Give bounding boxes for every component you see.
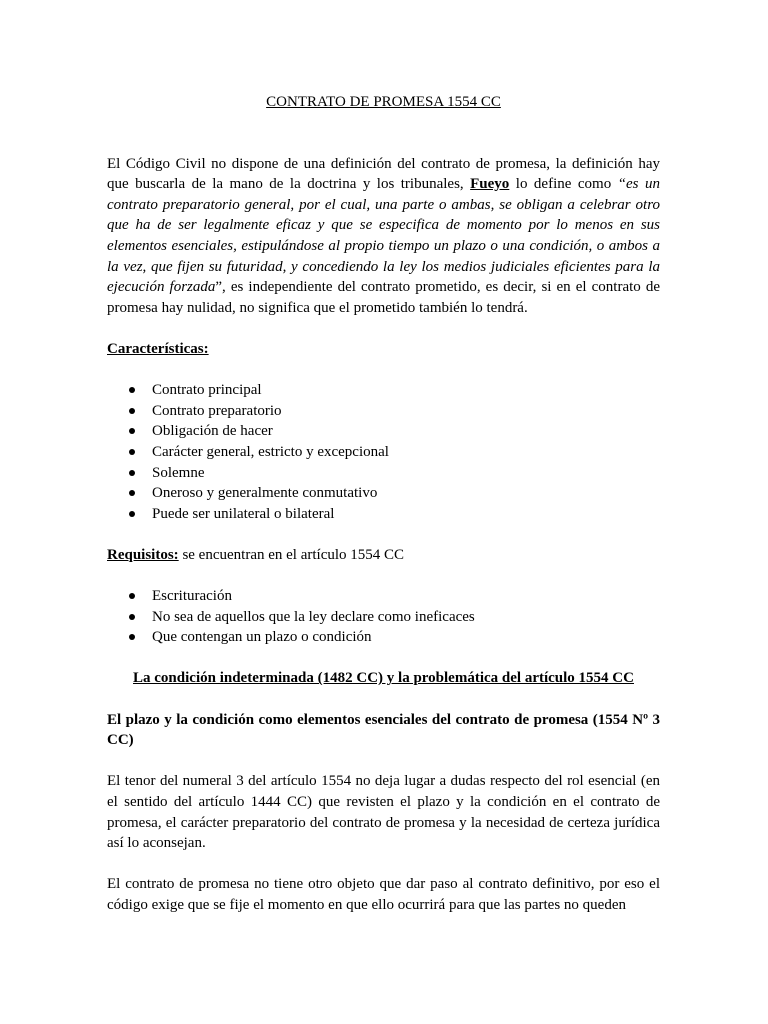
- list-item-text: Escrituración: [152, 588, 232, 605]
- list-item: [107, 627, 660, 648]
- spacer: [107, 360, 660, 381]
- list-item: [107, 401, 660, 422]
- subsection-heading: El plazo y la condición como elementos esenciales del contrato de promesa (1554 Nº 3 CC): [107, 711, 660, 749]
- spacer: [107, 854, 660, 875]
- definition-quote: “es un contrato preparatorio general, por el cual, una parte o ambas, se obligan a celebrar otro que ha de ser legalmente eficaz y que se especifica de momento por lo menos en sus elementos esenciales, estipulándose al propio tiempo un plazo o una condición, o ambos a la vez, que fijen su futuridad, y concediendo la ley los medios judiciales eficientes para la ejecución forzada: [107, 176, 660, 296]
- spacer: [107, 318, 660, 339]
- list-item-text: Solemne: [152, 464, 205, 481]
- intro-text-3: ”, es independiente del contrato prometido, es decir, si en el contrato de promesa hay nulidad, no significa que el prometido también lo tendrá.: [107, 279, 660, 316]
- bullet-icon: [129, 634, 135, 640]
- requirements-text: se encuentran en el artículo 1554 CC: [178, 546, 405, 563]
- section-heading: La condición indeterminada (1482 CC) y la problemática del artículo 1554 CC: [133, 670, 634, 687]
- bullet-icon: [129, 490, 135, 496]
- list-item: [107, 442, 660, 463]
- characteristics-list: [107, 380, 660, 524]
- list-item-text: Que contengan un plazo o condición: [152, 629, 372, 646]
- list-item: [107, 483, 660, 504]
- list-item: [107, 463, 660, 484]
- body-paragraph-1: El tenor del numeral 3 del artículo 1554 no deja lugar a dudas respecto del rol esencial (en el sentido del artículo 1444 CC) que revisten el plazo y la condición en el contrato de promesa, el carácter preparatorio del contrato de promesa y la necesidad de certeza jurídica así lo aconsejan.: [107, 773, 660, 852]
- requirements-list: [107, 586, 660, 648]
- requirements-paragraph: [107, 545, 660, 566]
- bullet-icon: [129, 593, 135, 599]
- spacer: [107, 751, 660, 772]
- list-item: [107, 380, 660, 401]
- list-item: [107, 586, 660, 607]
- intro-text-1: El Código Civil no dispone de una definición del contrato de promesa, la definición hay que buscarla de la mano de la doctrina y los tribunales,: [107, 155, 660, 193]
- list-item-text: No sea de aquellos que la ley declare como ineficaces: [152, 608, 475, 625]
- bullet-icon: [129, 387, 135, 393]
- bullet-icon: [129, 428, 135, 434]
- bullet-icon: [129, 614, 135, 620]
- spacer: [107, 524, 660, 545]
- spacer: [107, 113, 660, 154]
- author-name: Fueyo: [470, 176, 510, 193]
- list-item-text: Oneroso y generalmente conmutativo: [152, 485, 378, 502]
- spacer: [107, 689, 660, 710]
- list-item: [107, 607, 660, 628]
- list-item: [107, 421, 660, 442]
- intro-paragraph: [107, 154, 660, 319]
- list-item-text: Contrato preparatorio: [152, 402, 282, 419]
- document-title: CONTRATO DE PROMESA 1554 CC: [266, 94, 501, 110]
- document-page: [107, 92, 660, 916]
- list-item-text: Puede ser unilateral o bilateral: [152, 505, 335, 522]
- spacer: [107, 648, 660, 669]
- characteristics-heading: Características:: [107, 340, 209, 357]
- bullet-icon: [129, 511, 135, 517]
- body-paragraph-2: El contrato de promesa no tiene otro objeto que dar paso al contrato definitivo, por eso el código exige que se fije el momento en que ello ocurrirá para que las partes no queden: [107, 876, 660, 913]
- list-item-text: Obligación de hacer: [152, 423, 273, 440]
- list-item: [107, 504, 660, 525]
- requirements-heading: Requisitos:: [107, 546, 179, 563]
- bullet-icon: [129, 408, 135, 414]
- bullet-icon: [129, 449, 135, 455]
- list-item-text: Contrato principal: [152, 382, 262, 399]
- bullet-icon: [129, 470, 135, 476]
- spacer: [107, 565, 660, 586]
- intro-text-2: lo define como: [509, 176, 618, 193]
- list-item-text: Carácter general, estricto y excepcional: [152, 443, 389, 460]
